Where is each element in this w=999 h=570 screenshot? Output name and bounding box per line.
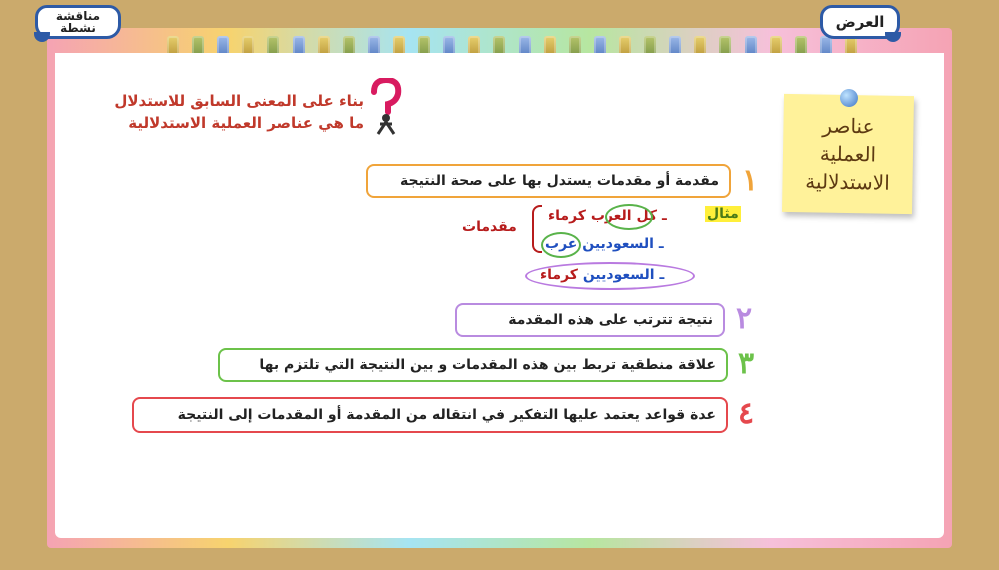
conclusion-dash: ـ xyxy=(659,267,665,283)
number-three-icon xyxy=(730,343,762,383)
sticky-note xyxy=(782,94,914,214)
premise-2-dash: ـ xyxy=(658,236,664,252)
conclusion-word-2: كرماء xyxy=(540,267,578,283)
pushpin-icon xyxy=(840,89,858,107)
premise-1-word-3: كرماء xyxy=(548,208,586,224)
element-text-4: عدة قواعد يعتمد عليها التفكير في انتقاله من المقدمة أو المقدمات إلى النتيجة xyxy=(177,407,716,423)
element-box-2 xyxy=(455,303,725,337)
conclusion-ellipse xyxy=(525,262,695,290)
highlight-ellipse xyxy=(541,232,581,258)
number-two-icon xyxy=(728,298,760,338)
number-two-label: ٢ xyxy=(735,300,753,336)
number-three-label: ٣ xyxy=(737,345,755,381)
conclusion-word-1: السعوديين xyxy=(582,267,655,283)
element-box-1 xyxy=(366,164,731,198)
element-text-3: علاقة منطقية تربط بين هذه المقدمات و بين النتيجة التي تلتزم بها xyxy=(259,357,716,373)
number-one-icon xyxy=(734,160,766,200)
premises-brace xyxy=(532,205,542,253)
highlight-ellipse xyxy=(605,204,653,230)
tab-active-discussion[interactable] xyxy=(35,5,121,39)
premise-1-word-2: العرب xyxy=(590,208,632,224)
tab-presentation[interactable] xyxy=(820,5,900,39)
premise-1-dash: ـ xyxy=(661,208,667,224)
element-text-1: مقدمة أو مقدمات يستدل بها على صحة النتيجة xyxy=(400,173,719,189)
question-line-2: ما هي عناصر العملية الاستدلالية xyxy=(128,114,364,132)
question-person-icon xyxy=(368,78,404,136)
number-four-icon xyxy=(730,393,762,433)
example-label: مثال xyxy=(707,206,739,222)
question-line-1: بناء على المعنى السابق للاستدلال xyxy=(114,92,364,110)
element-text-2: نتيجة تترتب على هذه المقدمة xyxy=(508,312,713,328)
premises-label: مقدمات xyxy=(462,219,517,235)
sticky-note-title: عناصر العملية الاستدلالية xyxy=(805,113,890,195)
premise-2-word-2: عرب xyxy=(545,236,578,252)
element-box-3 xyxy=(218,348,728,382)
element-box-4 xyxy=(132,397,728,433)
tab-presentation-label: العرض xyxy=(835,13,885,31)
premise-1-word-1: كل xyxy=(636,208,658,224)
number-four-label: ٤ xyxy=(737,395,755,431)
premise-2-word-1: السعوديين xyxy=(582,236,654,252)
tab-active-discussion-label: مناقشة نشطة xyxy=(55,9,101,35)
number-one-label: ١ xyxy=(741,162,759,198)
